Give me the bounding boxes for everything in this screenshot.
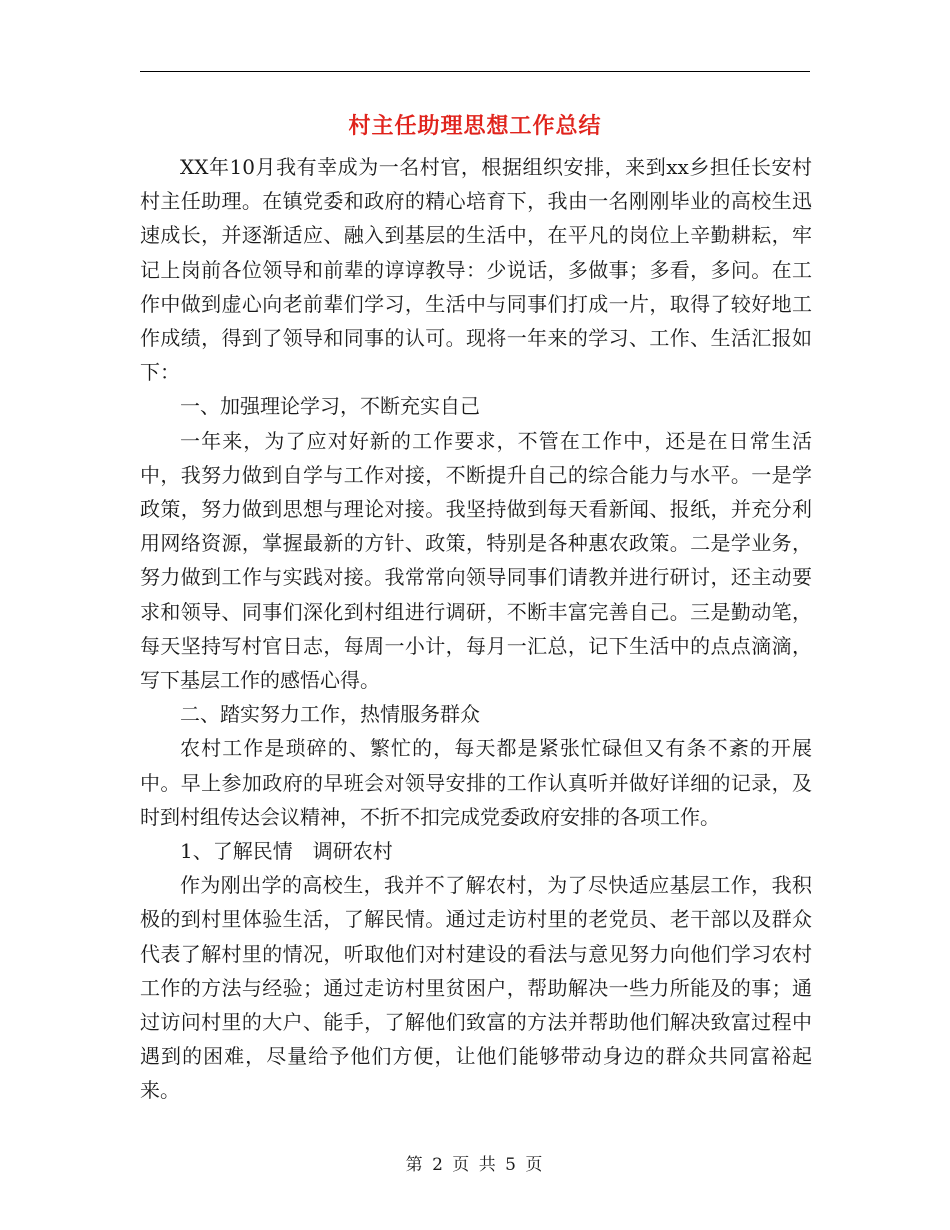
paragraph-research: 作为刚出学的高校生，我并不了解农村，为了尽快适应基层工作，我积极的到村里体验生活，了解民情。通过走访村里的老党员、老干部以及群众代表了解村里的情况，听取他们对村建设的看法与意见努力向他们学习农村工作的方法与经验；通过走访村里贫困户，帮助解决一些力所能及的事；通过访问村里的大户、能手，了解他们致富的方法并帮助他们解决致富过程中遇到的困难，尽量给予他们方便，让他们能够带动身边的群众共同富裕起来。 (140, 873, 812, 1103)
paragraph-study: 一年来，为了应对好新的工作要求，不管在工作中，还是在日常生活中，我努力做到自学与工作对接，不断提升自己的综合能力与水平。一是学政策，努力做到思想与理论对接。我坚持做到每天看新闻、报纸，并充分利用网络资源，掌握最新的方针、政策，特别是各种惠农政策。二是学业务，努力做到工作与实践对接。我常常向领导同事们请教并进行研讨，还主动要求和领导、同事们深化到村组进行调研，不断丰富完善自己。三是勤动笔，每天坚持写村官日志，每周一小计，每月一汇总，记下生活中的点点滴滴，写下基层工作的感悟心得。 (140, 428, 812, 693)
section-heading-2: 二、踏实努力工作，热情服务群众 (180, 702, 480, 727)
header-rule (140, 71, 810, 72)
subsection-heading-1: 1、了解民情 调研农村 (180, 839, 393, 864)
document-body (140, 150, 812, 1108)
section-heading-1: 一、加强理论学习，不断充实自己 (180, 394, 480, 419)
document-title: 村主任助理思想工作总结 (348, 113, 602, 139)
page-footer: 第 2 页 共 5 页 (405, 1155, 545, 1175)
paragraph-work: 农村工作是琐碎的、繁忙的，每天都是紧张忙碌但又有条不紊的开展中。早上参加政府的早班会对领导安排的工作认真听并做好详细的记录，及时到村组传达会议精神，不折不扣完成党委政府安排的各项工作。 (140, 736, 812, 829)
paragraph-intro: XX年10月我有幸成为一名村官，根据组织安排，来到xx乡担任长安村村主任助理。在镇党委和政府的精心培育下，我由一名刚刚毕业的高校生迅速成长，并逐渐适应、融入到基层的生活中，在平凡的岗位上辛勤耕耘，牢记上岗前各位领导和前辈的谆谆教导：少说话，多做事；多看，多问。在工作中做到虚心向老前辈们学习，生活中与同事们打成一片，取得了较好地工作成绩，得到了领导和同事的认可。现将一年来的学习、工作、生活汇报如下： (140, 155, 812, 385)
